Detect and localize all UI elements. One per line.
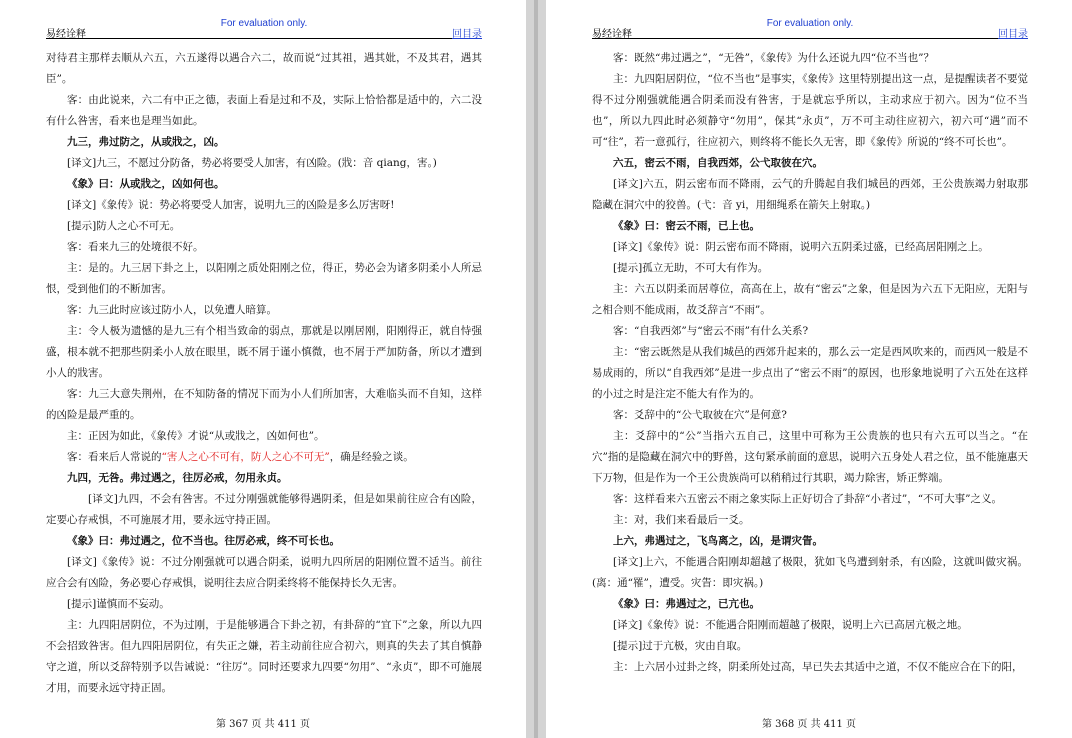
- translation: [译文]《象传》说：阴云密布而不降雨，说明六五阴柔过盛，已经高居阳刚之上。: [613, 241, 989, 253]
- paragraph: 主：对，我们来看最后一爻。: [613, 514, 750, 526]
- paragraph: 主：令人极为遗憾的是九三有个相当致命的弱点，那就是以刚居刚，阳刚得正，就自恃强盛，根本就不把那些阴柔小人放在眼里，既不屑于谨小慎微，也不屑于严加防备，所以才遭到小人的戕害。: [46, 325, 482, 379]
- hexagram-line: 九四，无咎。弗过遇之，往厉必戒，勿用永贞。: [67, 472, 288, 484]
- paragraph: 客：爻辞中的“公弋取彼在穴”是何意?: [613, 409, 787, 421]
- highlighted-proverb: “害人之心不可有，防人之心不可无”: [161, 451, 330, 463]
- translation: [译文]九三，不愿过分防备，势必将要受人加害，有凶险。(戕：音 qiang，害。): [67, 157, 437, 169]
- back-to-toc-link[interactable]: 回目录: [998, 29, 1028, 40]
- paragraph: 主：上六居小过卦之终，阴柔所处过高，早已失去其适中之道，不仅不能应合在下的阳，: [613, 661, 1023, 673]
- image-commentary: 《象》曰：从或戕之，凶如何也。: [67, 178, 225, 190]
- image-commentary: 《象》曰：弗过遇之，位不当也。往厉必戒，终不可长也。: [67, 535, 340, 547]
- hint: [提示]防人之心不可无。: [67, 220, 181, 232]
- page-header: [46, 14, 482, 39]
- translation: [译文]《象传》说：势必将要受人加害，说明九三的凶险是多么厉害呀!: [67, 199, 395, 211]
- translation: [译文]上六，不能遇合阳刚却超越了极限，犹如飞鸟遭到射杀，有凶险，这就叫做灾祸。(离：通“罹”，遭受。灾眚：即灾祸。): [592, 556, 1028, 589]
- translation: [译文]九四，不会有咎害。不过分刚强就能够得遇阴柔，但是如果前往应合有凶险，定要心存戒惧，不可施展才用，要永远守持正固。: [46, 493, 482, 526]
- translation: [译文]《象传》说：不过分刚强就可以遇合阴柔，说明九四所居的阳刚位置不适当。前往应合会有凶险，务必要心存戒惧，说明往去应合阴柔终将不能保持长久无害。: [46, 556, 482, 589]
- paragraph: 主：“密云既然是从我们城邑的西郊升起来的，那么云一定是西风吹来的，而西风一般是不易成雨的，所以“自我西郊”是进一步点出了“密云不雨”的原因，也形象地说明了六五处在这样的小过之时是注定不能大有作为的。: [592, 346, 1028, 400]
- hint: [提示]孤立无助，不可大有作为。: [613, 262, 769, 274]
- page-number: 第 367 页 共 411 页: [215, 719, 311, 730]
- paragraph: 主：六五以阴柔而居尊位，高高在上，故有“密云”之象，但是因为六五下无阳应，无阳与之相合则不能成雨，故爻辞言“不雨”。: [592, 283, 1028, 316]
- page-header: [592, 14, 1028, 39]
- paragraph: 主：爻辞中的“公”当指六五自己，这里中可称为王公贵族的也只有六五可以当之。“在穴”指的是隐藏在洞穴中的野兽，这句紧承前面的意思，说明六五身处人君之位，虽不能施惠天下万物，但是作为一个王公贵族尚可以稍稍过行其职，竭力除害，矫正弊端。: [592, 430, 1028, 484]
- hint: [提示]谨慎而不妄动。: [67, 598, 170, 610]
- paragraph: 主：九四阳居阴位，不为过刚，于是能够遇合下卦之初，有卦辞的“宜下”之象，所以九四不会招致咎害。但九四阳居阴位，有失正之嫌，若主动前往应合初六，则真的失去了其自慎静守之道，所以爻辞特别予以告诫说：“往厉”。同时还要求九四要“勿用”、“永贞”，即不可施展才用，而要永远守持正固。: [46, 619, 482, 694]
- image-commentary: 《象》曰：密云不雨，已上也。: [613, 220, 760, 232]
- paragraph: 客：由此说来，六二有中正之德，表面上看是过和不及，实际上恰恰都是适中的，六二没有什么咎害，看来也是理当如此。: [46, 94, 482, 127]
- paragraph: 客：看来九三的处境很不好。: [67, 241, 204, 253]
- paragraph: 客：九三此时应该过防小人，以免遭人暗算。: [67, 304, 277, 316]
- paragraph: 客：九三大意失荆州，在不知防备的情况下而为小人们所加害，大难临头而不自知，这样的凶险是最严重的。: [46, 388, 482, 421]
- page-number: 第 368 页 共 411 页: [761, 719, 857, 730]
- hint: [提示]过于亢极，灾由自取。: [613, 640, 748, 652]
- page-gutter: [526, 0, 546, 738]
- evaluation-watermark: For evaluation only.: [220, 18, 308, 29]
- page-body: [46, 48, 482, 699]
- document-page-left: [0, 0, 526, 738]
- quote-lead: 客：看来后人常说的: [67, 451, 162, 463]
- paragraph: 客：既然“弗过遇之”，“无咎”，《象传》为什么还说九四“位不当也”？: [613, 52, 934, 64]
- hexagram-line: 六五，密云不雨，自我西郊，公弋取彼在穴。: [613, 157, 823, 169]
- translation: [译文]六五，阴云密布而不降雨，云气的升腾起自我们城邑的西郊，王公贵族竭力射取那隐藏在洞穴中的狡兽。(弋：音 yi，用细绳系在箭矢上射取。): [592, 178, 1028, 211]
- paragraph: 对待君主那样去顺从六五，六五遂得以遇合六二，故而说“过其祖，遇其妣，不及其君，遇其臣”。: [46, 52, 482, 85]
- gutter-divider: [534, 0, 538, 738]
- book-title: 易经诠释: [592, 29, 632, 40]
- translation: [译文]《象传》说：不能遇合阳刚而超越了极限，说明上六已高居亢极之地。: [613, 619, 968, 631]
- paragraph-with-quote: [46, 447, 482, 468]
- paragraph: 主：是的。九三居下卦之上，以阳刚之质处阳刚之位，得正，势必会为诸多阴柔小人所忌恨，受到他们的不断加害。: [46, 262, 482, 295]
- image-commentary: 《象》曰：弗遇过之，已亢也。: [613, 598, 760, 610]
- hexagram-line: 上六，弗遇过之，飞鸟离之，凶，是谓灾眚。: [613, 535, 823, 547]
- paragraph: 客：“自我西郊”与“密云不雨”有什么关系?: [613, 325, 809, 337]
- paragraph: 主：正因为如此，《象传》才说“从或戕之，凶如何也”。: [67, 430, 325, 442]
- document-page-right: [546, 0, 1072, 738]
- hexagram-line: 九三，弗过防之，从或戕之，凶。: [67, 136, 225, 148]
- paragraph: 客：这样看来六五密云不雨之象实际上正好切合了卦辞“小者过”，“不可大事”之义。: [613, 493, 1002, 505]
- evaluation-watermark: For evaluation only.: [766, 18, 854, 29]
- page-body: [592, 48, 1028, 678]
- book-title: 易经诠释: [46, 29, 86, 40]
- back-to-toc-link[interactable]: 回目录: [452, 29, 482, 40]
- quote-tail: ，确是经验之谈。: [329, 451, 414, 463]
- paragraph: 主：九四阳居阴位，“位不当也”是事实，《象传》这里特别提出这一点，是提醒读者不要觉得不过分刚强就能遇合阴柔而没有咎害，于是就忘乎所以，主动求应于初六。因为“位不当也”，所以九四此时必须静守“勿用”，保其“永贞”，万不可主动往应初六，初六可“遇”而不可“往”，若一意孤行，往应初六，则终将不能长久无害，即《象传》所说的“终不可长也”。: [592, 73, 1028, 148]
